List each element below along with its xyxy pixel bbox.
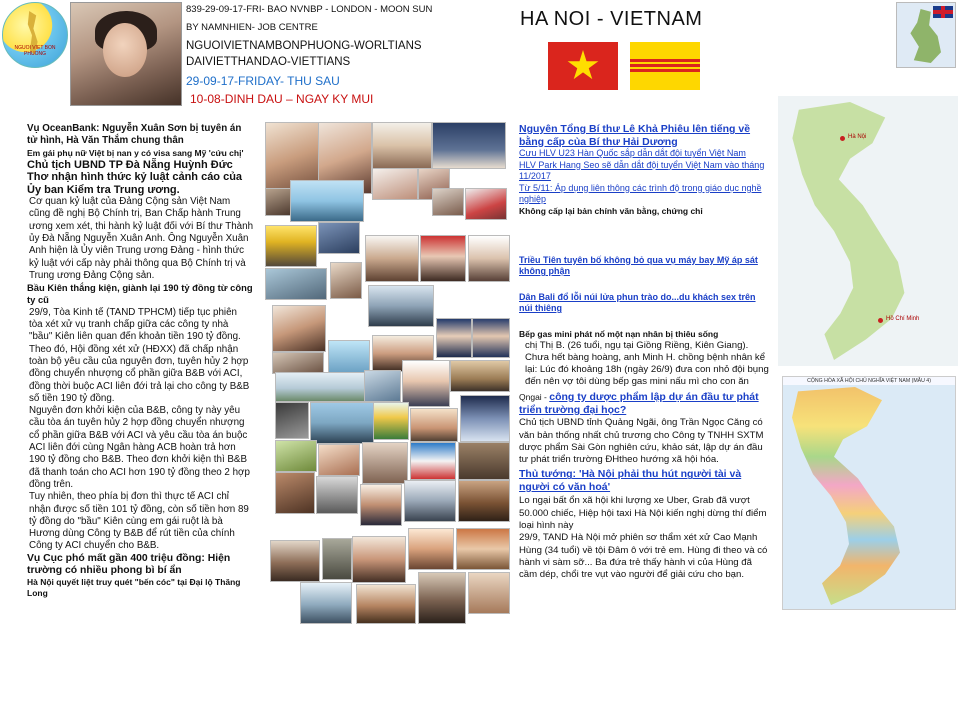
- news-photo[interactable]: [265, 225, 317, 267]
- news-photo[interactable]: [365, 235, 419, 282]
- news-photo[interactable]: [458, 480, 510, 522]
- news-photo[interactable]: [310, 402, 374, 444]
- news-photo[interactable]: [356, 584, 416, 624]
- news-photo[interactable]: [368, 285, 434, 327]
- news-photo[interactable]: [404, 480, 456, 522]
- page-title: HA NOI - VIETNAM: [520, 8, 703, 30]
- article-danang: Cơ quan kỷ luật của Đảng Cộng sản Việt Nam cũng đề nghị Bộ Chính trị, Ban Chấp hành Trung ương xem xét, thi hành kỷ luật đối với Bí thư Thành ủy Đà Nẵng Nguyễn Xuân Anh. Ông Nguyễn Xuân Anh hiện là Ủy viên Trung ương Đảng - hình thức kỷ luật với cấp này phải thông qua Bộ Chính trị và Trung ương Đảng Cộng sản.: [29, 196, 254, 281]
- lunar-date-line: 10-08-DINH DAU – NGAY KY MUI: [190, 92, 374, 106]
- headline-ben-coc[interactable]: Hà Nội quyết liệt truy quét "bến cóc" tại Đại lộ Thăng Long: [27, 577, 241, 599]
- headline-oceanbank[interactable]: Vụ OceanBank: Nguyễn Xuân Sơn bị tuyên án tử hình, Hà Văn Thắm chung thân: [27, 123, 242, 147]
- vietnam-map: [778, 96, 958, 366]
- link-lien-thong[interactable]: Từ 5/11: Áp dụng liên thông các trình độ trong giáo dục nghề nghiệp: [519, 182, 762, 204]
- news-photo[interactable]: [318, 222, 360, 254]
- news-photo[interactable]: [360, 484, 402, 526]
- news-photo[interactable]: [472, 318, 510, 358]
- hanoi-marker-icon: [840, 136, 845, 141]
- headline-bep-gas[interactable]: Bếp gas mini phát nổ một nạn nhân bị thiêu sống: [519, 328, 719, 339]
- left-news-column: [27, 123, 253, 599]
- news-photo[interactable]: [372, 122, 432, 169]
- news-photo[interactable]: [436, 318, 472, 358]
- article-bau-kien-1: 29/9, Tòa Kinh tế (TAND TPHCM) tiếp tục phiên tòa xét xử vụ tranh chấp giữa các công ty nhà "bầu" Kiên liên quan đến khoản tiền 190 tỷ đồng.: [29, 306, 241, 343]
- site-name-2: DAIVIETTHANDAO-VIETTIANS: [186, 56, 351, 68]
- news-photo[interactable]: [328, 340, 370, 374]
- news-photo[interactable]: [432, 122, 506, 169]
- headline-danang[interactable]: Chủ tịch UBND TP Đà Nẵng Huỳnh Đức Thơ nhận hình thức kỷ luật cảnh cáo của Ủy ban Kiểm tra Trung ương.: [27, 158, 243, 196]
- news-photo[interactable]: [410, 442, 456, 480]
- uk-flag-icon: [933, 6, 953, 18]
- star-icon: [567, 50, 599, 82]
- link-bali[interactable]: Dân Bali đổ lỗi núi lửa phun trào do...du khách sex trên núi thiêng: [519, 291, 756, 313]
- news-photo[interactable]: [275, 372, 365, 402]
- link-trieu-tien[interactable]: Triều Tiên tuyên bố không bỏ qua vụ máy bay Mỹ áp sát không phận: [519, 254, 758, 276]
- masthead: [186, 4, 466, 108]
- headline-bau-kien[interactable]: Bầu Kiên thắng kiện, giành lại 190 tỷ đồng từ công ty cũ: [27, 282, 253, 306]
- headline-cuc-pho[interactable]: Vụ Cục phó mất gần 400 triệu đồng: Hiện trường có nhiều phong bì bí ẩn: [27, 552, 231, 576]
- link-park-hang-seo[interactable]: HLV Park Hang Seo sẽ dẫn dắt đội tuyển Việt Nam vào tháng 11/2017: [519, 159, 765, 181]
- link-thu-tuong[interactable]: Thủ tướng: 'Hà Nội phải thu hút người tài và người có văn hoá': [519, 468, 742, 493]
- globe-caption: NGUOI VIET BON PHUONG: [14, 45, 56, 57]
- subheadline-visa[interactable]: Em gái phụ nữ Việt bị nan y có visa sang Mỹ 'cứu chị': [27, 147, 244, 158]
- news-photo[interactable]: [275, 472, 315, 514]
- admin-map-title: CỘNG HÒA XÃ HỘI CHỦ NGHĨA VIỆT NAM (MẪU 4): [807, 378, 931, 384]
- news-photo[interactable]: [352, 536, 406, 583]
- hanoi-label: Hà Nội: [848, 134, 867, 140]
- news-photo[interactable]: [465, 188, 507, 220]
- news-photo[interactable]: [362, 442, 408, 484]
- news-photo[interactable]: [418, 572, 466, 624]
- rvn-flag: [630, 42, 700, 90]
- article-bau-kien-3: Nguyên đơn khởi kiện của B&B, công ty này yêu cầu tòa án tuyên hủy 2 hợp đồng chuyển nhượng cổ phần giữa B&B với ACI và yêu cầu tòa án buộc ACI liên đới cùng Ngân hàng ACB hoàn trả hơn 190 tỷ đồng cho B&B. Theo đơn khởi kiện thì B&B đã thanh toán cho ACI hơn 190 tỷ đồng theo 2 hợp đồng trên.: [29, 405, 250, 490]
- link-hlv-u23[interactable]: Cựu HLV U23 Hàn Quốc sắp dẫn dắt đội tuyển Việt Nam: [519, 148, 746, 158]
- news-photo[interactable]: [290, 180, 364, 222]
- news-photo[interactable]: [272, 305, 326, 352]
- news-photo[interactable]: [408, 528, 454, 570]
- news-photo[interactable]: [468, 572, 510, 614]
- hcm-marker-icon: [878, 318, 883, 323]
- article-cao-manh-hung: 29/9, TAND Hà Nội mở phiên sơ thẩm xét xử Cao Mạnh Hùng (34 tuổi) về tội Đâm ô với trẻ em. Hùng đi theo và có hành vi sàm sỡ... Ba đứa trẻ thấy hành vi của Hùng đã cầm dép, chổi tre vụt vào người để giải cứu cho bạn.: [519, 532, 768, 581]
- author-portrait: [70, 2, 182, 106]
- news-photo[interactable]: [432, 188, 464, 216]
- news-photo[interactable]: [265, 188, 291, 216]
- uk-map-icon: [896, 2, 956, 68]
- news-photo[interactable]: [450, 360, 510, 392]
- news-photo[interactable]: [300, 582, 352, 624]
- news-photo[interactable]: [275, 440, 317, 472]
- news-photo[interactable]: [460, 395, 510, 442]
- link-duoc-pham[interactable]: công ty dược phẩm lập dự án đầu tư phát triển trường đại học?: [519, 390, 759, 416]
- news-photo[interactable]: [364, 370, 401, 402]
- link-le-kha-phieu[interactable]: Nguyên Tổng Bí thư Lê Khả Phiêu lên tiếng về bằng cấp của Bí thư Hải Dương: [519, 123, 751, 148]
- portrait-face: [103, 23, 147, 77]
- news-photo[interactable]: [272, 352, 324, 374]
- news-photo[interactable]: [318, 444, 360, 476]
- site-name-1: NGUOIVIETNAMBONPHUONG-WORLTIANS: [186, 40, 422, 52]
- article-bau-kien-2: Theo đó, Hội đồng xét xử (HĐXX) đã chấp nhận toàn bộ yêu cầu của nguyên đơn, tuyên hủy 2 hợp đồng chuyển nhượng cổ phần giữa B&B với ACI, đồng thời buộc ACI liên đới trả lại cho công ty B&B số tiền 190 tỷ đồng.: [29, 343, 250, 404]
- article-duoc-pham: Chủ tịch UBND tỉnh Quảng Ngãi, ông Trần Ngọc Căng có văn bản thống nhất chủ trương cho Công ty TNHH SXTM dược phẩm Sài Gòn nghiên cứu, khảo sát, lập dự án đầu tư phát triển trường ĐHtheo hướng xã hội hóa.: [519, 417, 764, 466]
- news-photo[interactable]: [420, 235, 466, 282]
- news-photo[interactable]: [316, 476, 358, 514]
- vietnam-land: [786, 102, 946, 360]
- news-photo[interactable]: [402, 360, 450, 407]
- byline: BY NAMNHIEN- JOB CENTRE: [186, 22, 318, 33]
- article-uber-grab: Lo ngại bất ổn xã hội khi lượng xe Uber, Grab đã vượt 50.000 chiếc, Hiệp hội taxi Hà Nội kiến nghị dừng thí điểm loại hình này: [519, 495, 767, 532]
- news-photo[interactable]: [458, 442, 510, 480]
- article-bep-gas: chị Thị B. (26 tuổi, ngụ tại Giồng Riềng, Kiên Giang). Chưa hết bàng hoàng, anh Minh H. chồng bệnh nhân kể lại: Lúc đó khoảng 18h (ngày 26/9) đưa con nhỏ đội bụng đến nên vợ tôi dùng bếp gas mini nấu mì cho con ăn: [525, 339, 769, 388]
- news-photo[interactable]: [330, 262, 362, 299]
- news-photo[interactable]: [322, 538, 352, 580]
- news-photo[interactable]: [468, 235, 510, 282]
- news-photo[interactable]: [265, 268, 327, 300]
- news-photo[interactable]: [373, 402, 409, 440]
- vietnam-flag: [548, 42, 618, 90]
- news-photo[interactable]: [270, 540, 320, 582]
- news-photo[interactable]: [372, 168, 418, 200]
- vietnam-admin-map: [782, 376, 956, 610]
- news-photo[interactable]: [275, 402, 309, 439]
- right-news-column: [519, 123, 771, 582]
- qngai-prefix: Qngai -: [519, 391, 550, 402]
- globe-logo: [2, 2, 68, 68]
- news-photo[interactable]: [410, 408, 458, 442]
- date-line: 29-09-17-FRIDAY- THU SAU: [186, 74, 340, 88]
- article-bau-kien-4: Tuy nhiên, theo phía bị đơn thì thực tế ACI chỉ nhận được số tiền 101 tỷ đồng, còn số tiền hơn 89 tỷ đồng do "bầu" Kiên cùng em gái ruột là bà Hương dùng Công ty B&B để rút tiền của chính Công ty ACI chuyển cho B&B.: [29, 491, 249, 552]
- hcm-label: Hồ Chí Minh: [886, 316, 920, 322]
- news-photo[interactable]: [456, 528, 510, 570]
- qngai-line: [519, 391, 771, 418]
- issue-line: 839-29-09-17-FRI- BAO NVNBP - LONDON - MOON SUN: [186, 4, 433, 15]
- note-van-bang: Không cấp lại bản chính văn bằng, chứng chỉ: [519, 205, 703, 216]
